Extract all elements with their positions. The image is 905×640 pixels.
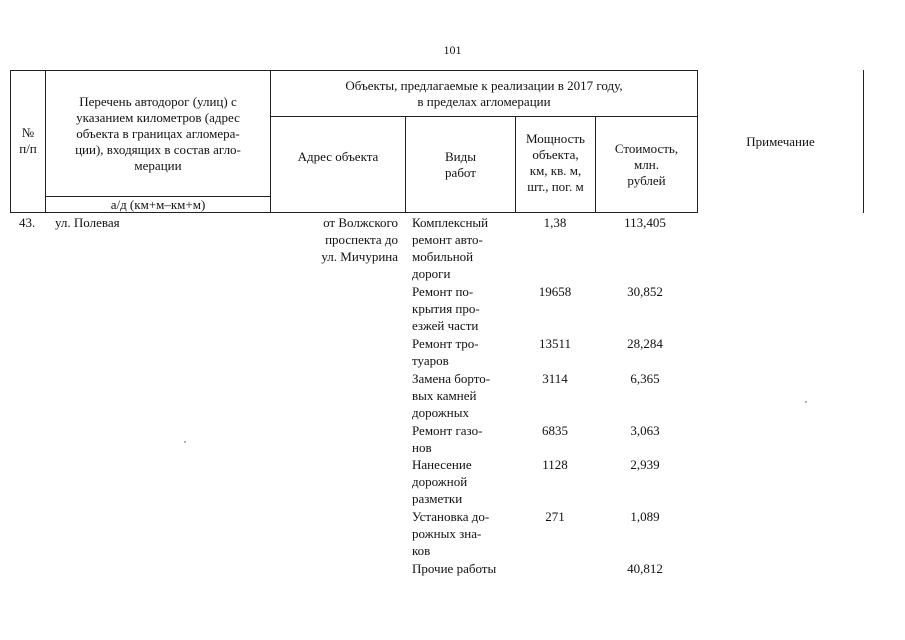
work-name: Нанесение дорожной разметки — [412, 457, 472, 506]
header-works: Виды работ — [445, 149, 476, 180]
work-cost: 2,939 — [630, 457, 660, 472]
work-capacity: 13511 — [538, 336, 572, 351]
header-objects-group: Объекты, предлагаемые к реализации в 2017 году, в пределах агломерации — [345, 78, 623, 109]
work-cost: 3,063 — [630, 423, 660, 438]
scan-speck — [184, 441, 186, 443]
work-capacity: 1,38 — [543, 215, 567, 230]
page-number: 101 — [443, 43, 462, 57]
work-name: Ремонт по- крытия про- езжей части — [412, 284, 480, 333]
header-address: Адрес объекта — [297, 149, 379, 164]
work-cost: 113,405 — [624, 215, 666, 230]
work-name: Установка до- рожных зна- ков — [412, 509, 490, 558]
work-name: Ремонт тро- туаров — [412, 336, 479, 368]
work-capacity: 19658 — [538, 284, 572, 299]
work-name: Комплексный ремонт авто- мобильной дороги — [412, 215, 489, 281]
work-name: Ремонт газо- нов — [412, 423, 483, 455]
work-cost: 6,365 — [630, 371, 660, 386]
row-road: ул. Полевая — [55, 215, 120, 230]
work-cost: 28,284 — [627, 336, 663, 351]
work-capacity: 271 — [545, 509, 565, 524]
work-capacity: 1128 — [542, 457, 568, 472]
row-address: от Волжского проспекта до ул. Мичурина — [321, 215, 398, 264]
work-cost: 30,852 — [627, 284, 663, 299]
work-cost: 40,812 — [627, 561, 663, 576]
header-number: № п/п — [19, 125, 37, 156]
header-cost: Стоимость, млн. рублей — [614, 141, 679, 188]
header-note: Примечание — [746, 134, 815, 149]
work-cost: 1,089 — [630, 509, 660, 524]
row-number: 43. — [19, 215, 36, 230]
header-roads: Перечень автодорог (улиц) с указанием километров (адрес объекта в границах агломера- ции), входящих в состав агло- мерации — [75, 94, 241, 173]
work-capacity: 3114 — [542, 371, 568, 386]
work-name: Замена борто- вых камней дорожных — [412, 371, 491, 420]
header-roads-sub: а/д (км+м–км+м) — [110, 197, 206, 212]
scan-speck — [805, 401, 807, 403]
work-name: Прочие работы — [412, 561, 497, 576]
work-capacity: 6835 — [542, 423, 568, 438]
header-capacity: Мощность объекта, км, кв. м, шт., пог. м — [526, 131, 585, 194]
